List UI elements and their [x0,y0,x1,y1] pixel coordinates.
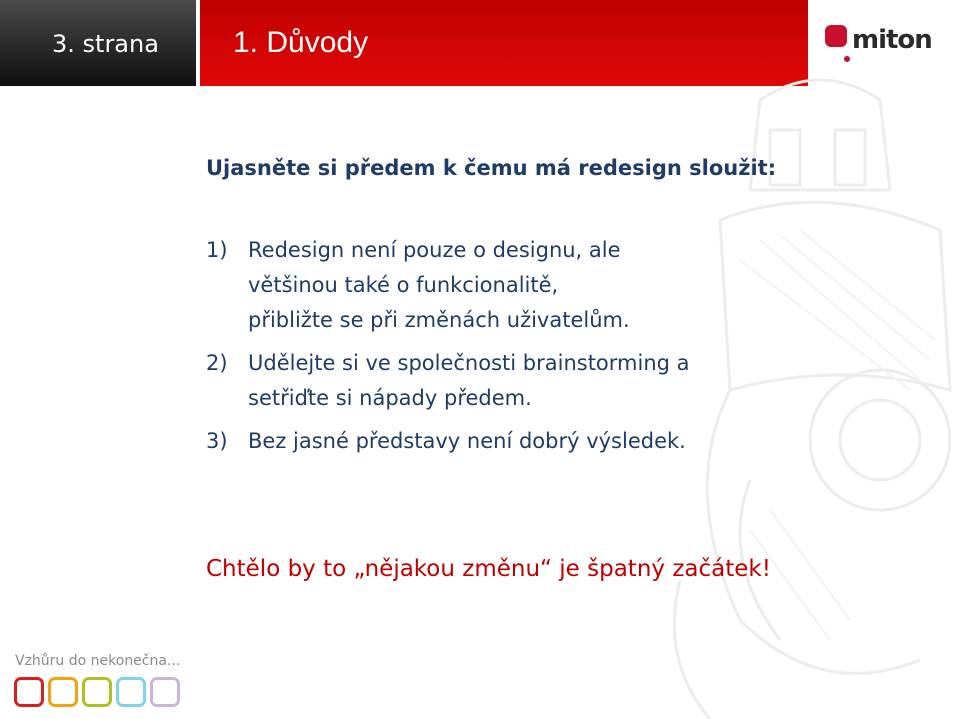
list-item-text [248,233,630,338]
miton-logo [822,23,942,63]
red-square-icon [14,677,44,707]
list-item-line: Udělejte si ve společnosti brainstorming a [248,351,690,375]
list-item-number: 2) [206,351,228,375]
list-item-line: přibližte se při změnách uživatelům. [248,308,630,332]
list-item-line: setřiďte si nápady předem. [248,386,532,410]
cyan-square-icon [116,677,146,707]
logo-text: miton [852,25,932,55]
list-item-line: Bez jasné představy není dobrý výsledek. [248,429,686,453]
footer-color-squares [14,677,184,707]
list-item-text [248,346,690,416]
list-item-line: většinou také o funkcionalitě, [248,273,559,297]
page-number-tab [0,0,196,86]
list-item-line: Redesign není pouze o designu, ale [248,238,621,262]
list-item [206,233,826,338]
closing-statement: Chtělo by to „nějakou změnu“ je špatný začátek! [206,556,771,582]
list-item [206,346,826,416]
green-square-icon [82,677,112,707]
list-item-number: 1) [206,238,228,262]
logo-mark-icon [825,25,847,47]
footer-tagline: Vzhůru do nekonečna... [15,653,181,669]
orange-square-icon [48,677,78,707]
lilac-square-icon [150,677,180,707]
list-item-text [248,424,686,459]
list-item [206,424,826,459]
content-heading: Ujasněte si předem k čemu má redesign sloužit: [206,156,777,180]
list-item-number: 3) [206,429,228,453]
slide-title: 1. Důvody [233,26,369,59]
page-number-label: 3. strana [52,30,159,58]
